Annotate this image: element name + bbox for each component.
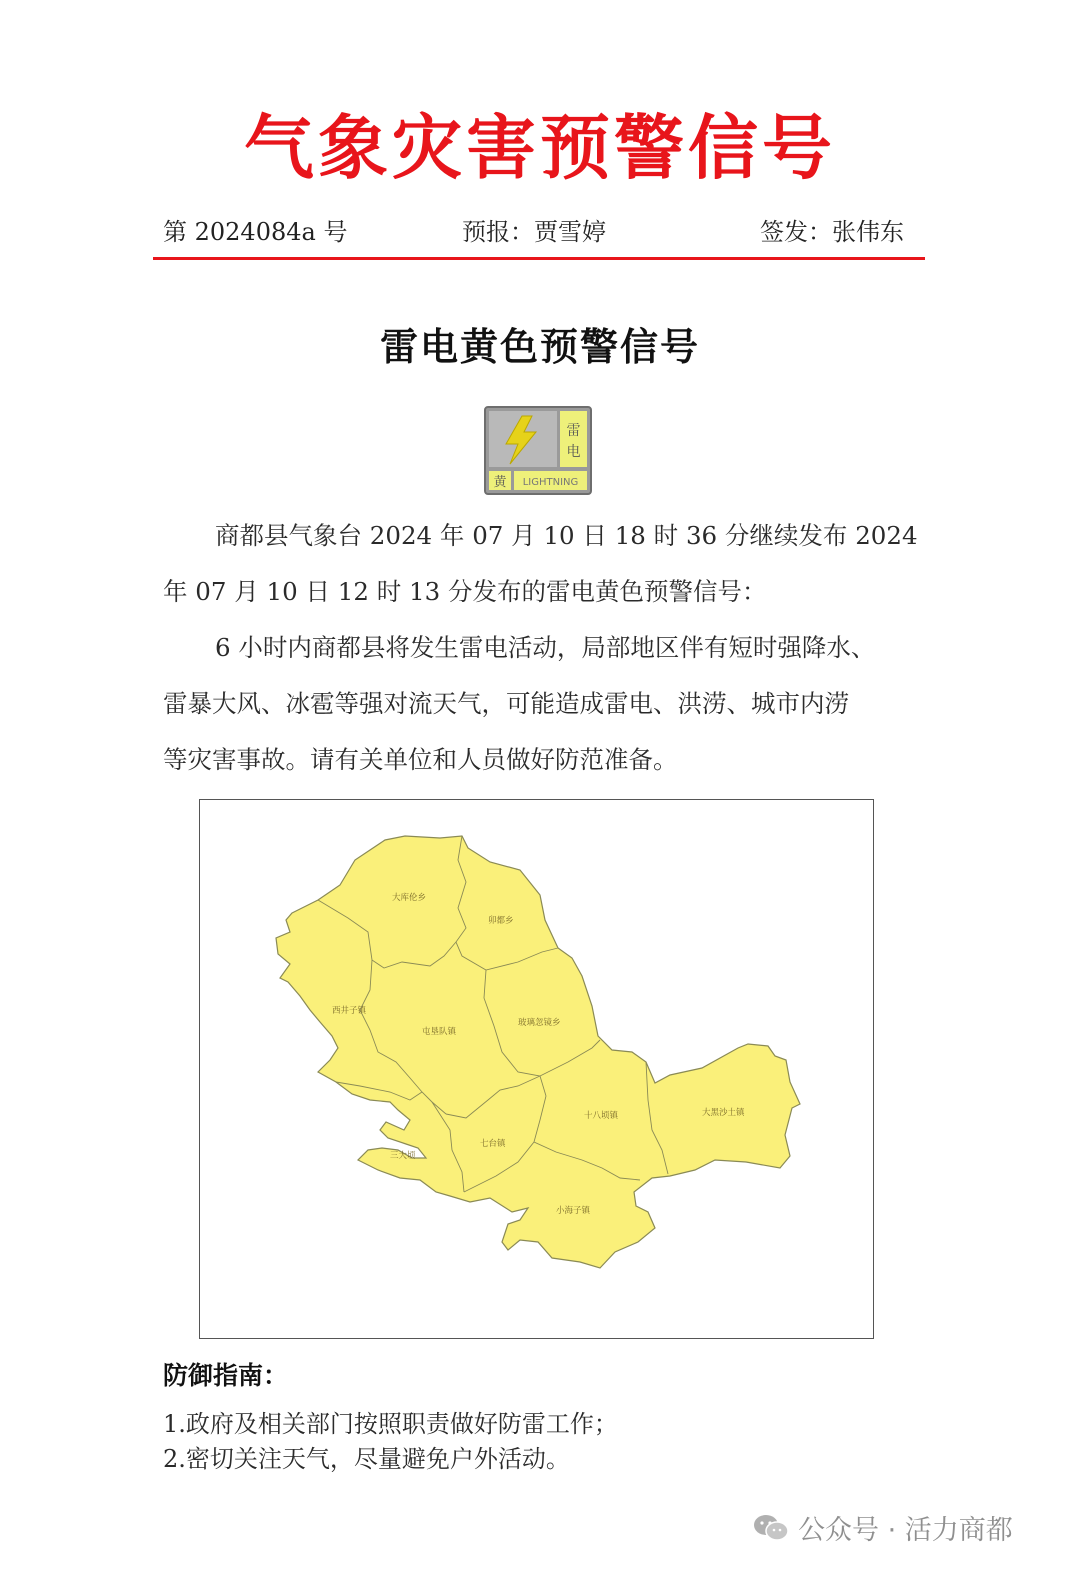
town-label: 玻璃忽镜乡 xyxy=(518,1018,561,1028)
red-divider xyxy=(153,257,925,260)
town-label: 西井子镇 xyxy=(332,1006,367,1016)
forecaster: 预报：贾雪婷 xyxy=(462,218,606,246)
issuer: 签发：张伟东 xyxy=(760,218,904,246)
para2-line2: 雷暴大风、冰雹等强对流天气，可能造成雷电、洪涝、城市内涝 xyxy=(163,689,849,718)
defense-guide-item: 1.政府及相关部门按照职责做好防雷工作； xyxy=(163,1410,618,1438)
signal-char-top: 雷 xyxy=(566,423,581,439)
para2-line1: 6 小时内商都县将发生雷电活动，局部地区伴有短时强降水、 xyxy=(215,633,876,662)
para2-line3: 等灾害事故。请有关单位和人员做好防范准备。 xyxy=(163,745,678,774)
para1-line1: 商都县气象台 2024 年 07 月 10 日 18 时 36 分继续发布 2024 xyxy=(215,521,918,550)
paragraph-impact xyxy=(163,620,917,788)
watermark-text: 公众号 · 活力商都 xyxy=(798,1515,1013,1546)
para1-line2: 年 07 月 10 日 12 时 13 分发布的雷电黄色预警信号： xyxy=(163,577,767,606)
town-label: 卯都乡 xyxy=(488,916,514,926)
defense-guide-title: 防御指南： xyxy=(163,1361,289,1390)
warning-area-map xyxy=(199,799,874,1339)
town-label: 七台镇 xyxy=(480,1139,506,1149)
wechat-watermark xyxy=(752,1508,1013,1547)
paragraph-issue xyxy=(163,508,917,620)
town-label: 大库伦乡 xyxy=(392,893,427,903)
signal-english: LIGHTNING xyxy=(522,477,579,488)
signal-char-yellow: 黄 xyxy=(493,475,507,490)
town-label: 大黑沙土镇 xyxy=(702,1108,745,1118)
town-label: 三大顷 xyxy=(390,1151,416,1161)
lightning-yellow-signal-icon xyxy=(484,406,592,495)
document-title: 气象灾害预警信号 xyxy=(244,107,836,189)
warning-title: 雷电黄色预警信号 xyxy=(379,325,700,369)
county-map-svg xyxy=(200,800,875,1340)
signal-char-bottom: 电 xyxy=(566,444,581,460)
defense-guide-item: 2.密切关注天气，尽量避免户外活动。 xyxy=(163,1445,570,1473)
wechat-icon xyxy=(752,1513,790,1543)
town-label: 屯垦队镇 xyxy=(422,1027,457,1037)
town-label: 十八顷镇 xyxy=(584,1111,619,1121)
issue-number: 第 2024084a 号 xyxy=(163,218,348,246)
town-label: 小海子镇 xyxy=(556,1206,591,1216)
county-outline xyxy=(276,836,800,1268)
